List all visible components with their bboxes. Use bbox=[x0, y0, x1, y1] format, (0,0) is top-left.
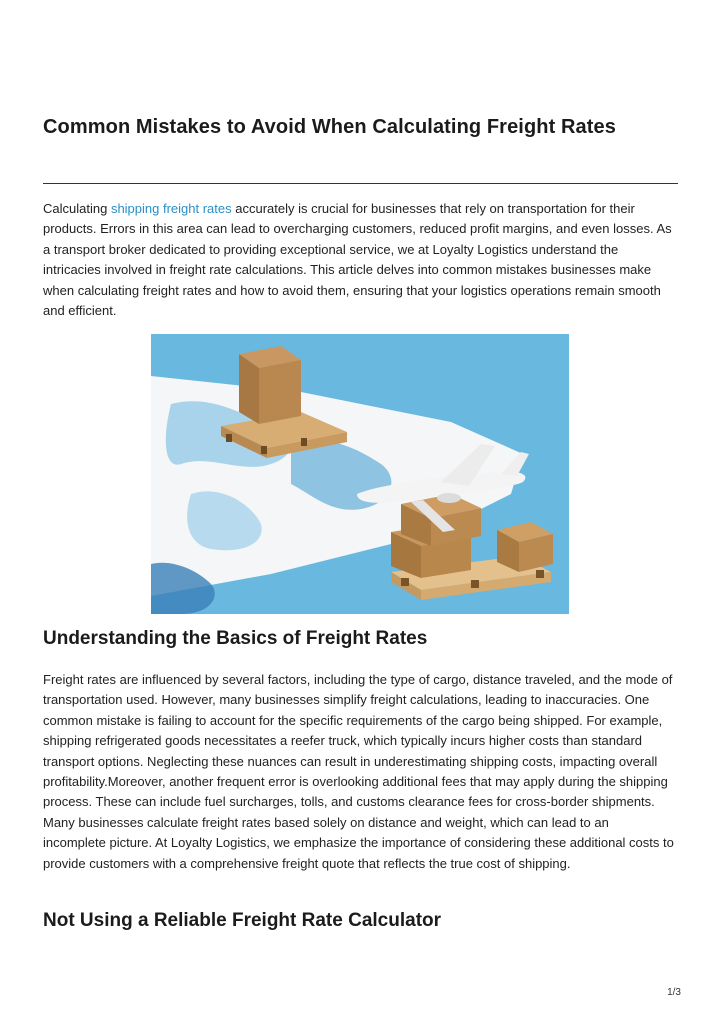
section-heading-basics: Understanding the Basics of Freight Rates bbox=[43, 628, 428, 649]
hero-image-boxes-airplane-map bbox=[151, 334, 569, 614]
intro-text-before-link: Calculating bbox=[43, 201, 111, 216]
section-basics-paragraph: Freight rates are influenced by several factors, including the type of cargo, distance traveled, and the mode of transportation used. However, many businesses simplify freight calculations, leading to inaccuracies. One common mistake is failing to account for the specific requirements of the cargo being shipped. For example, shipping refrigerated goods necessitates a reefer truck, which typically incurs higher costs than standard transport options. Neglecting these nuances can result in underestimating shipping costs, impacting overall profitability.Moreover, another frequent error is overlooking additional fees that may apply during the shipping process. These can include fuel surcharges, tolls, and customs clearance fees for cross-border shipments. Many businesses calculate freight rates based solely on distance and weight, which can lead to an incomplete picture. At Loyalty Logistics, we emphasize the importance of considering these additional costs to provide customers with a comprehensive freight quote that reflects the true cost of shipping. bbox=[43, 672, 674, 871]
title-divider bbox=[43, 183, 678, 184]
section-heading-calculator: Not Using a Reliable Freight Rate Calculator bbox=[43, 910, 442, 931]
intro-text-after-link: accurately is crucial for businesses that rely on transportation for their products. Errors in this area can lead to overcharging customers, reduced profit margins, and even losses. As a transport broker dedicated to providing exceptional service, we at Loyalty Logistics understand the intricacies involved in freight rate calculations. This article delves into common mistakes businesses make when calculating freight rates and how to avoid them, ensuring that your logistics operations remain smooth and efficient. bbox=[43, 201, 672, 319]
page-number: 1/3 bbox=[667, 987, 681, 998]
intro-paragraph bbox=[43, 199, 675, 321]
shipping-freight-rates-link[interactable]: shipping freight rates bbox=[110, 201, 232, 216]
page-title: Common Mistakes to Avoid When Calculating Freight Rates bbox=[43, 116, 616, 138]
